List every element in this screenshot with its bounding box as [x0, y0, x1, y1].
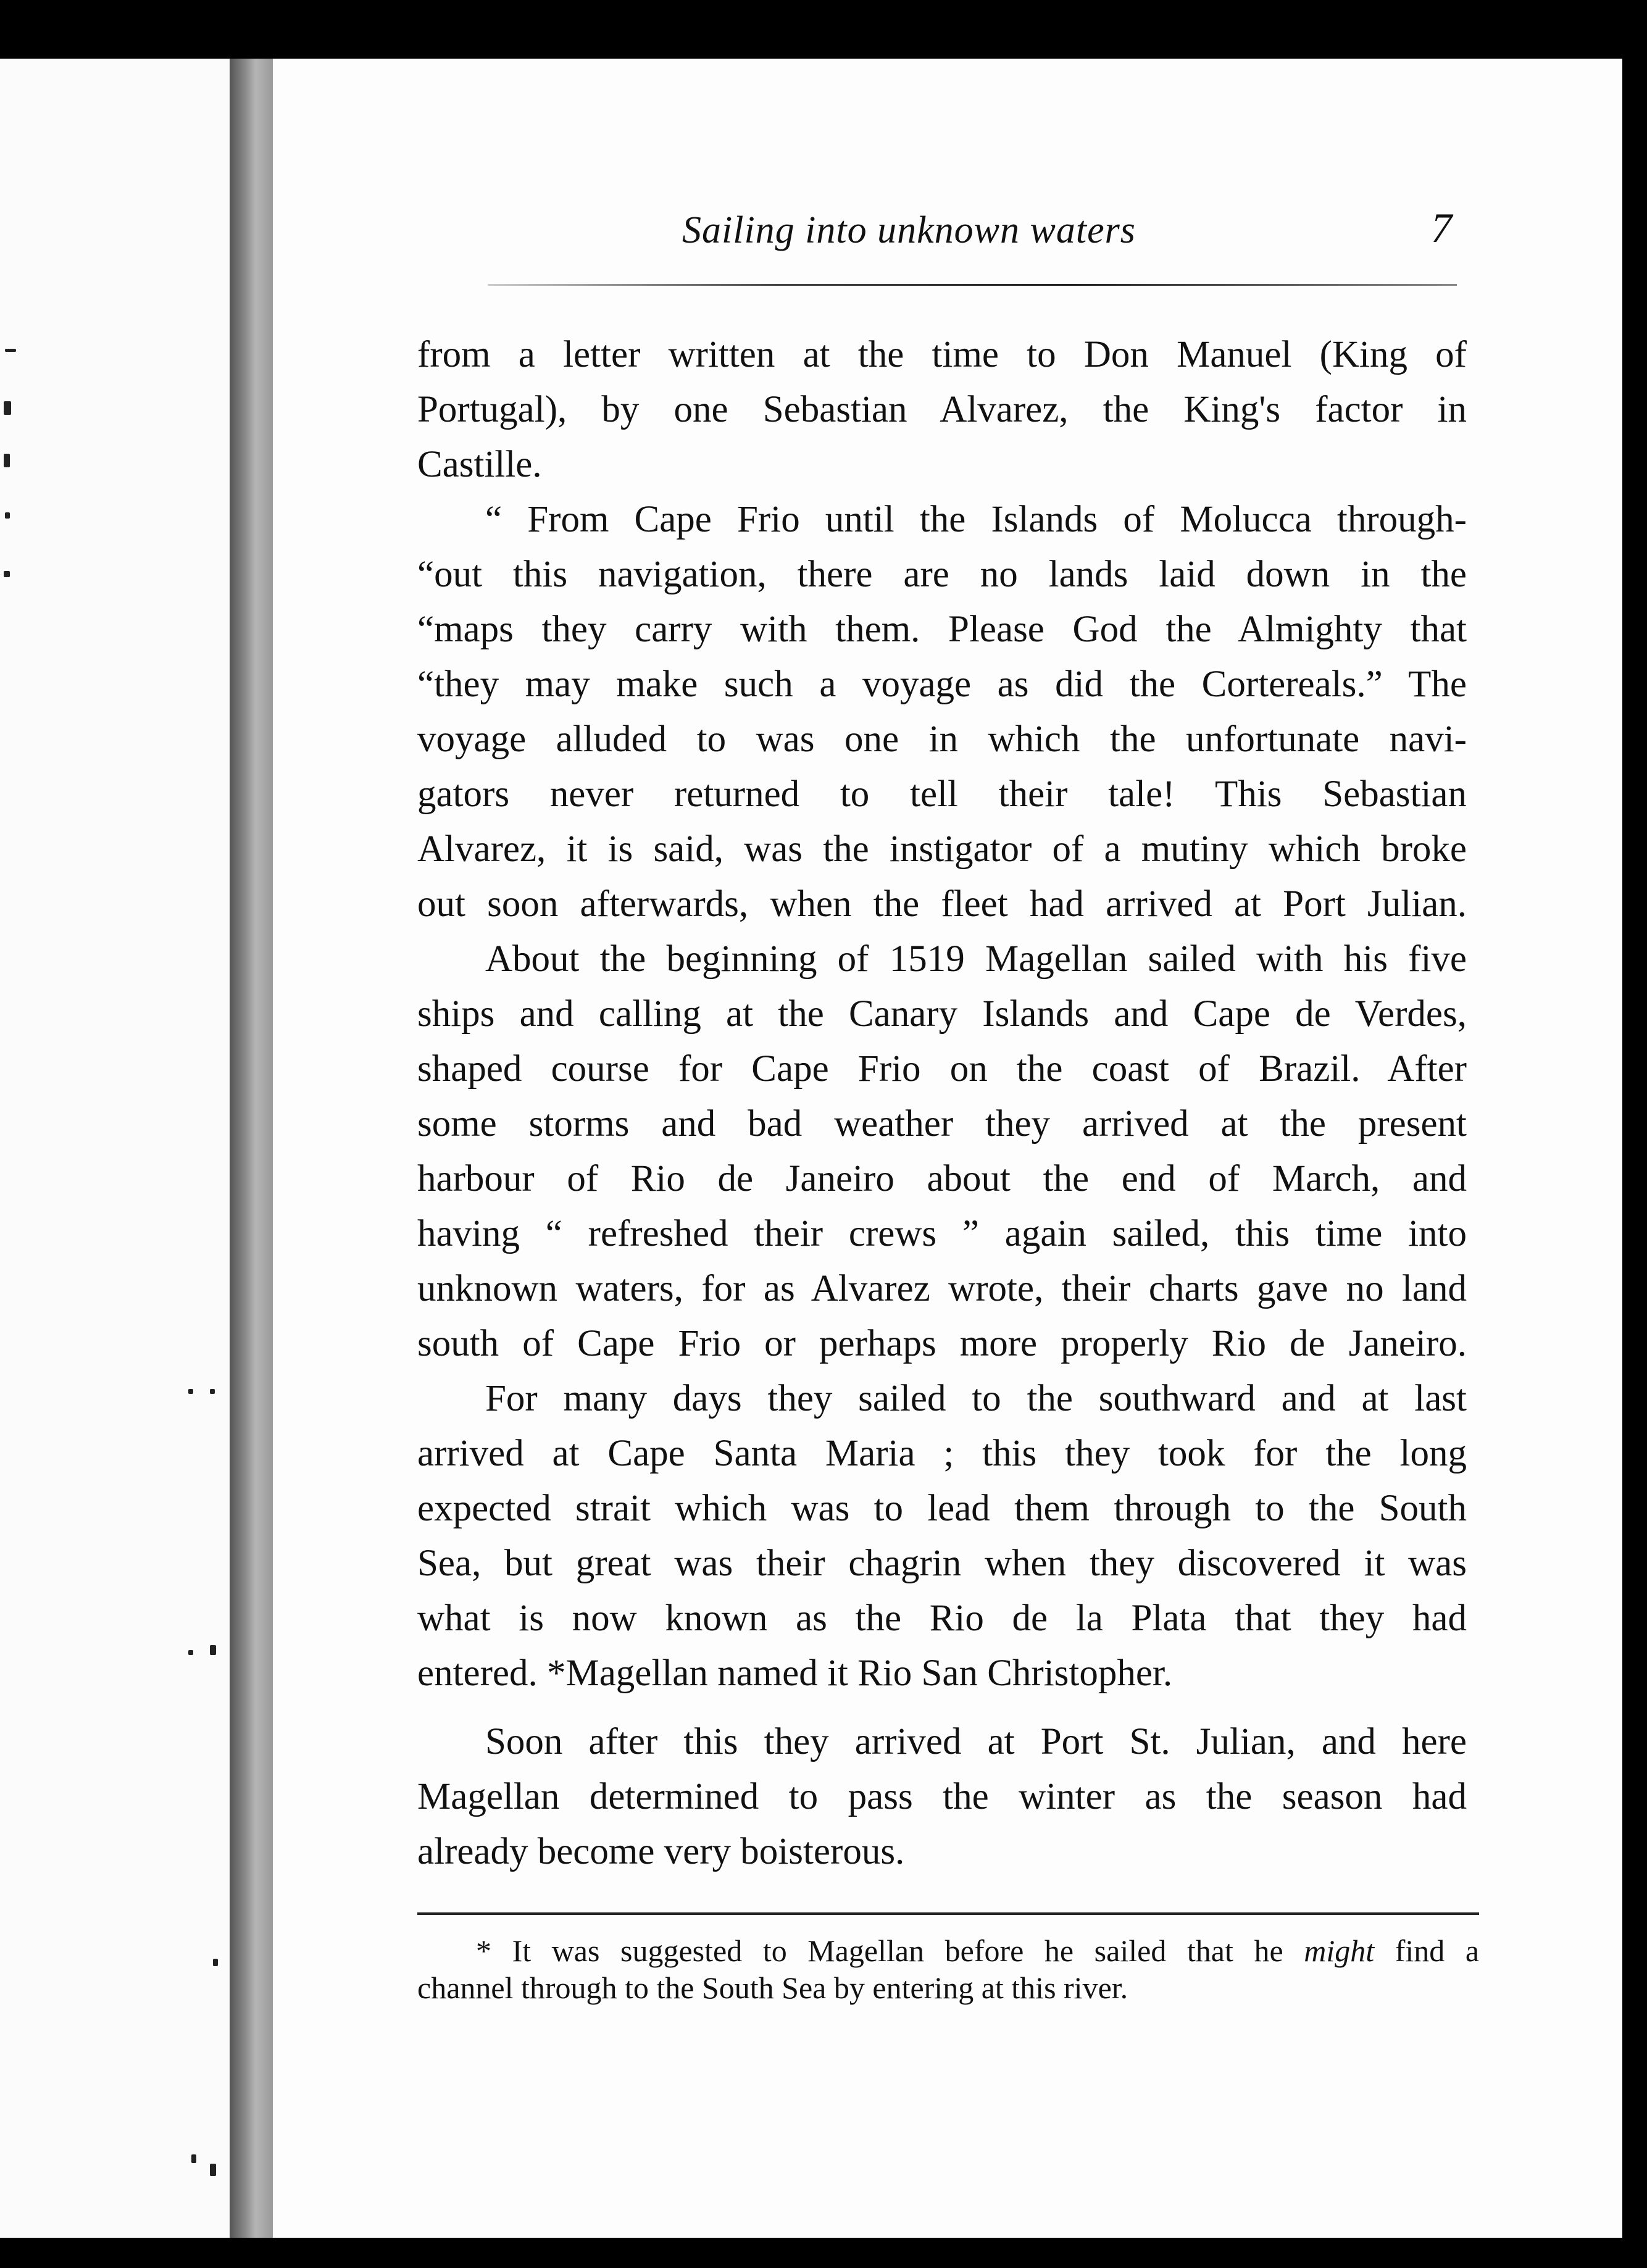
text-line: ships and calling at the Canary Islands and Cape de Verdes, [417, 993, 1467, 1035]
text-line: “maps they carry with them. Please God the Almighty that [417, 609, 1467, 650]
text-line: “ From Cape Frio until the Islands of Molucca through- [485, 499, 1467, 540]
text-line: voyage alluded to was one in which the unfortunate navi- [417, 719, 1467, 760]
text-line: Castille. [417, 444, 542, 485]
footnote-line [417, 1932, 1479, 1969]
running-title: Sailing into unknown waters [682, 209, 1136, 251]
text-line: harbour of Rio de Janeiro about the end of March, and [417, 1158, 1467, 1199]
text-line: unknown waters, for as Alvarez wrote, their charts gave no land [417, 1268, 1467, 1309]
text-line: some storms and bad weather they arrived at the present [417, 1103, 1467, 1144]
text-line: About the beginning of 1519 Magellan sailed with his five [485, 938, 1467, 980]
footnote-rule [417, 1912, 1479, 1915]
footnote-text: find a [1374, 1933, 1480, 1968]
text-line: gators never returned to tell their tale! This Sebastian [417, 773, 1467, 815]
text-line: For many days they sailed to the southward and at last [485, 1378, 1467, 1419]
footnote-line: channel through to the South Sea by entering at this river. [417, 1970, 1128, 2005]
footnote [417, 1932, 1479, 2006]
text-line: Portugal), by one Sebastian Alvarez, the King's factor in [417, 389, 1467, 430]
ink-speck [4, 454, 10, 467]
ink-speck [210, 1645, 216, 1655]
ink-speck [5, 349, 16, 352]
scan-border [0, 2238, 1647, 2268]
text-line: already become very boisterous. [417, 1831, 905, 1872]
text-line: “they may make such a voyage as did the Cortereals.” The [417, 664, 1467, 705]
ink-speck [191, 2154, 196, 2163]
text-line: expected strait which was to lead them through to the South [417, 1488, 1467, 1529]
ink-speck [4, 571, 10, 577]
text-line: Soon after this they arrived at Port St. Julian, and here [485, 1721, 1467, 1762]
ink-speck [210, 2164, 216, 2176]
footnote-emphasis: might [1304, 1933, 1375, 1968]
book-gutter [230, 59, 273, 2238]
text-line: Magellan determined to pass the winter as the season had [417, 1776, 1467, 1817]
ink-speck [4, 401, 11, 415]
text-line: south of Cape Frio or perhaps more properly Rio de Janeiro. [417, 1323, 1467, 1364]
text-line: entered. *Magellan named it Rio San Christopher. [417, 1653, 1173, 1694]
ink-speck [188, 1389, 193, 1394]
left-page-edge [0, 59, 230, 2238]
text-line: Alvarez, it is said, was the instigator of a mutiny which broke [417, 828, 1467, 870]
text-line: what is now known as the Rio de la Plata that they had [417, 1598, 1467, 1639]
page-number: 7 [1431, 204, 1452, 251]
ink-speck [213, 1959, 218, 1966]
text-line: from a letter written at the time to Don Manuel (King of [417, 334, 1467, 375]
body-text [417, 327, 1467, 1879]
text-line: out soon afterwards, when the fleet had arrived at Port Julian. [417, 883, 1467, 925]
ink-speck [188, 1650, 193, 1655]
footnote-text: * It was suggested to Magellan before he sailed that he [476, 1933, 1304, 1968]
header-rule [488, 284, 1457, 286]
text-line: shaped course for Cape Frio on the coast of Brazil. After [417, 1048, 1467, 1090]
ink-speck [210, 1389, 215, 1394]
text-line: arrived at Cape Santa Maria ; this they took for the long [417, 1433, 1467, 1474]
ink-speck [5, 512, 10, 519]
text-line: Sea, but great was their chagrin when they discovered it was [417, 1543, 1467, 1584]
text-line: having “ refreshed their crews ” again sailed, this time into [417, 1213, 1467, 1254]
text-line: “out this navigation, there are no lands laid down in the [417, 554, 1467, 595]
